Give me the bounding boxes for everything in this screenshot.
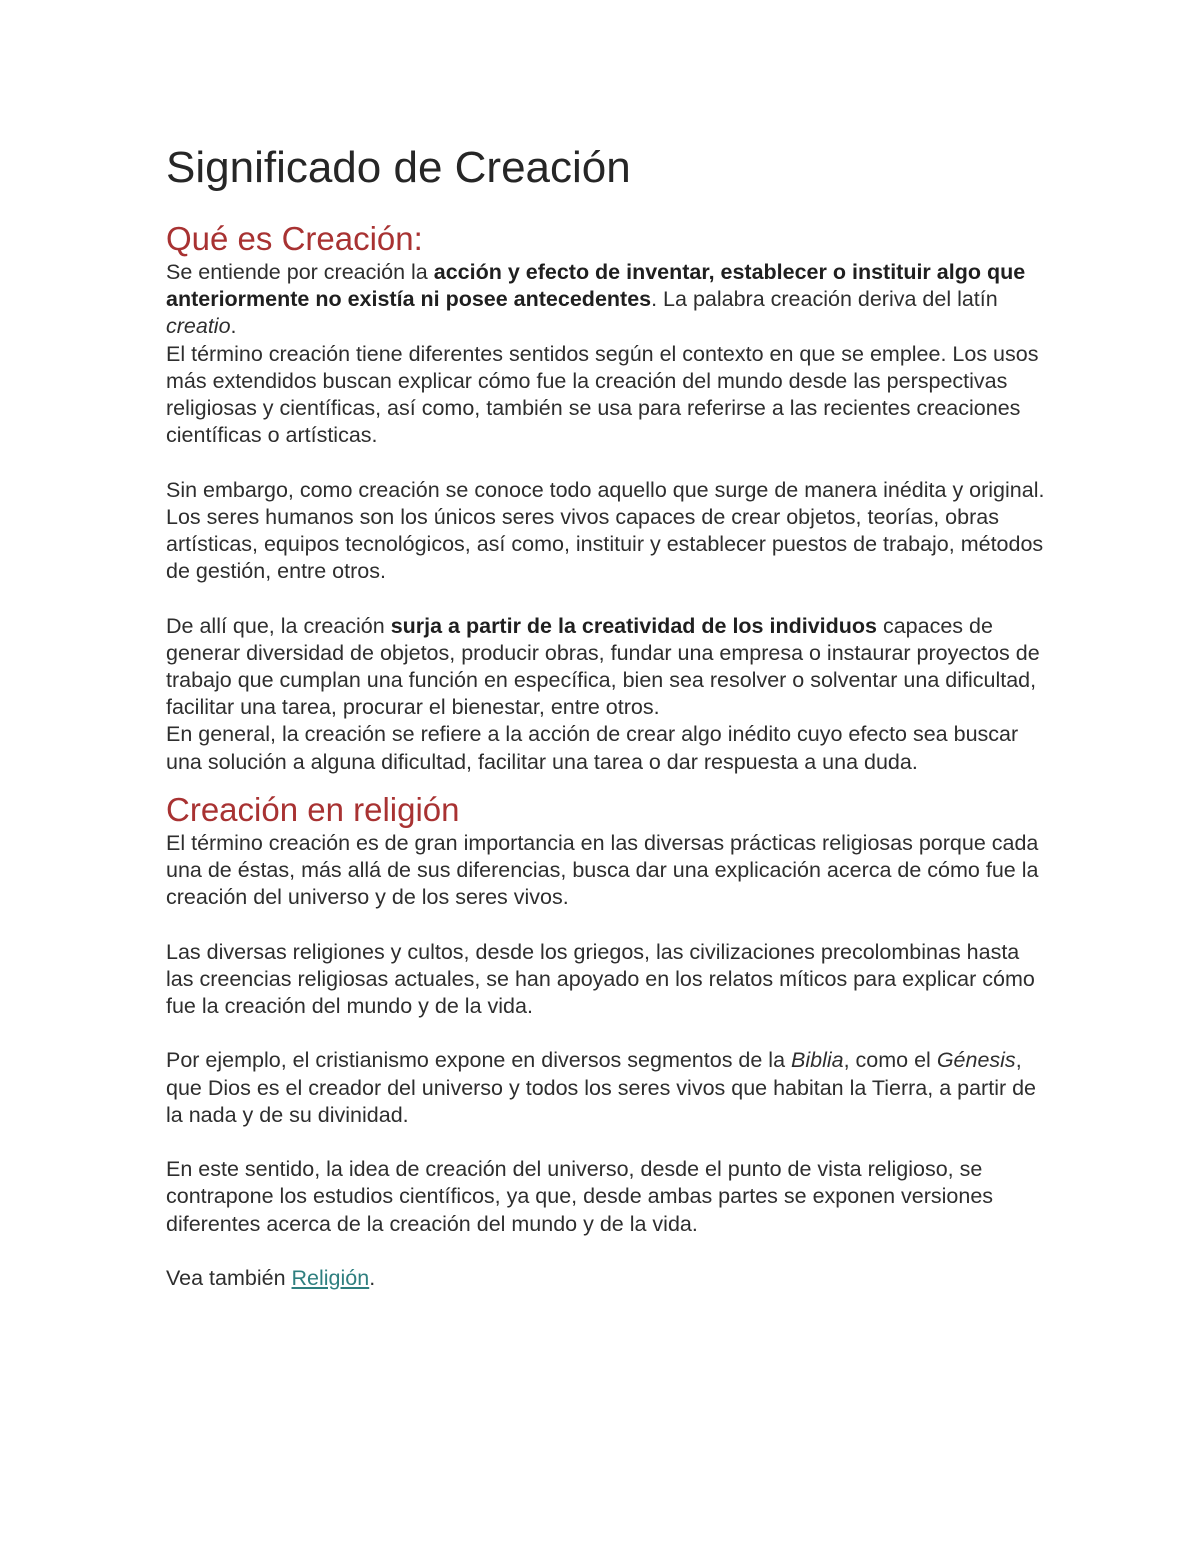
text-run: capaces de generar diversidad de objetos, producir obras, fundar una empresa o instaurar proyectos de trabajo que cumplan una función en específica, bien sea resolver o solventar una dificultad, facilitar una tarea, procurar el bienestar, entre otros.: [166, 613, 1040, 720]
text-run: .: [230, 314, 237, 339]
paragraph-en-general: En general, la creación se refiere a la acción de crear algo inédito cuyo efecto sea buscar una solución a alguna dificultad, facilitar una tarea o dar respuesta a una duda.: [166, 722, 1019, 774]
section-heading-religion: Creación en religión: [166, 790, 460, 828]
bold-text: surja a partir de la creatividad de los individuos: [390, 613, 877, 638]
paragraph-sin-embargo: Sin embargo, como creación se conoce todo aquello que surge de manera inédita y original. Los seres humanos son los únicos seres vivos capaces de crear objetos, teorías, obras artísticas, equipos tecnológicos, así como, instituir y establecer puestos de trabajo, métodos de gestión, entre otros.: [166, 477, 1045, 584]
text-run: Se entiende por creación la: [166, 260, 434, 284]
paragraph-religiones-cultos: Las diversas religiones y cultos, desde los griegos, las civilizaciones precolombinas hasta las creencias religiosas actuales, se han apoyado en los relatos míticos para explicar cómo fue la creación del mundo y de la vida.: [166, 939, 1035, 1019]
italic-text: Biblia: [791, 1048, 844, 1073]
text-run: .: [369, 1266, 376, 1291]
page-title: Significado de Creación: [166, 143, 631, 192]
bold-text: acción y efecto de inventar, establecer o instituir algo que anteriormente no existía ni posee antecedentes: [166, 260, 1026, 312]
paragraph-vea-tambien: [166, 1265, 1046, 1292]
text-run: De allí que, la creación: [166, 613, 391, 638]
text-run: Por ejemplo, el cristianismo expone en diversos segmentos de la: [166, 1048, 792, 1073]
italic-text: creatio: [166, 314, 231, 339]
section-heading-que-es-creacion: Qué es Creación:: [166, 220, 423, 257]
paragraph-en-este-sentido: En este sentido, la idea de creación del universo, desde el punto de vista religioso, se contrapone los estudios científicos, ya que, desde ambas partes se exponen versiones diferentes acerca de la creación del mundo y de la vida.: [166, 1157, 994, 1236]
text-run: Vea también: [166, 1266, 292, 1291]
text-run: , como el: [843, 1048, 937, 1073]
paragraph-definition: [166, 259, 1046, 341]
document-page: [166, 138, 1046, 1292]
paragraph-religion-importancia: El término creación es de gran importancia en las diversas prácticas religiosas porque cada una de éstas, más allá de sus diferencias, busca dar una explicación acerca de cómo fue la creación del universo y de los seres vivos.: [166, 830, 1039, 910]
paragraph-creatividad: [166, 613, 1046, 722]
text-run: . La palabra creación deriva del latín: [651, 287, 998, 312]
text-run: , que Dios es el creador del universo y todos los seres vivos que habitan la Tierra, a partir de la nada y de su divinidad.: [166, 1048, 1037, 1127]
religion-link[interactable]: Religión: [291, 1266, 370, 1291]
paragraph-senses: El término creación tiene diferentes sentidos según el contexto en que se emplee. Los usos más extendidos buscan explicar cómo fue la creación del mundo desde las perspectivas religiosas y científicas, así como, también se usa para referirse a las recientes creaciones científicas o artísticas.: [166, 341, 1039, 448]
paragraph-cristianismo: [166, 1047, 1046, 1129]
italic-text: Génesis: [936, 1048, 1016, 1073]
